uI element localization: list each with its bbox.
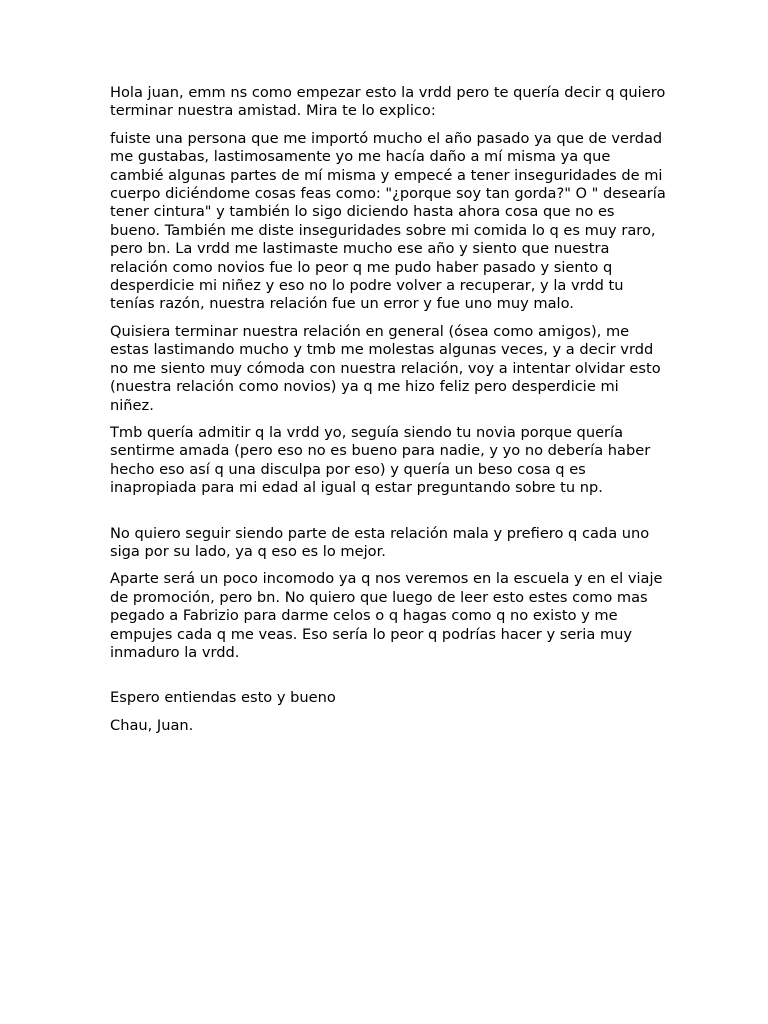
paragraph-past-feelings: fuiste una persona que me importó mucho el año pasado ya que de verdad me gustabas, lastimosamente yo me hacía daño a mí misma ya que cambié algunas partes de mí misma y empecé a tener inseguridades de mi cuerpo diciéndome cosas feas como: "¿porque soy tan gorda?" O " desearía tener cintura" y también lo sigo diciendo hasta ahora cosa que no es bueno. También me diste inseguridades sobre mi comida lo q es muy raro, pero bn. La vrdd me lastimaste mucho ese año y siento que nuestra relación como novios fue lo peor q me pudo haber pasado y siento q desperdicie mi niñez y eso no lo podre volver a recuperar, y la vrdd tu tenías razón, nuestra relación fue un error y fue uno muy malo. — [110, 129, 666, 313]
paragraph-closing: Espero entiendas esto y bueno — [110, 689, 336, 707]
paragraph-signoff: Chau, Juan. — [110, 716, 194, 734]
paragraph-admission: Tmb quería admitir q la vrdd yo, seguía siendo tu novia porque quería sentirme amada (pero eso no es bueno para nadie, y yo no debería haber hecho eso así q una disculpa por eso) y quería un beso cosa q es inapropiada para mi edad al igual q estar preguntando sobre tu np. — [110, 423, 651, 497]
paragraph-separate-ways: No quiero seguir siendo parte de esta relación mala y prefiero q cada uno siga por su lado, ya q eso es lo mejor. — [110, 524, 650, 560]
letter-document — [110, 84, 666, 744]
paragraph-end-relationship: Quisiera terminar nuestra relación en general (ósea como amigos), me estas lastimando mucho y tmb me molestas algunas veces, y a decir vrdd no me siento muy cómoda con nuestra relación, voy a intentar olvidar esto (nuestra relación como novios) ya q me hizo feliz pero desperdicie mi niñez. — [110, 322, 661, 414]
paragraph-school-trip: Aparte será un poco incomodo ya q nos veremos en la escuela y en el viaje de promoción, pero bn. No quiero que luego de leer esto estes como mas pegado a Fabrizio para darme celos o q hagas como q no existo y me empujes cada q me veas. Eso sería lo peor q podrías hacer y seria muy inmaduro la vrdd. — [110, 570, 663, 661]
paragraph-greeting: Hola juan, emm ns como empezar esto la vrdd pero te quería decir q quiero terminar nuestra amistad. Mira te lo explico: — [110, 84, 666, 120]
